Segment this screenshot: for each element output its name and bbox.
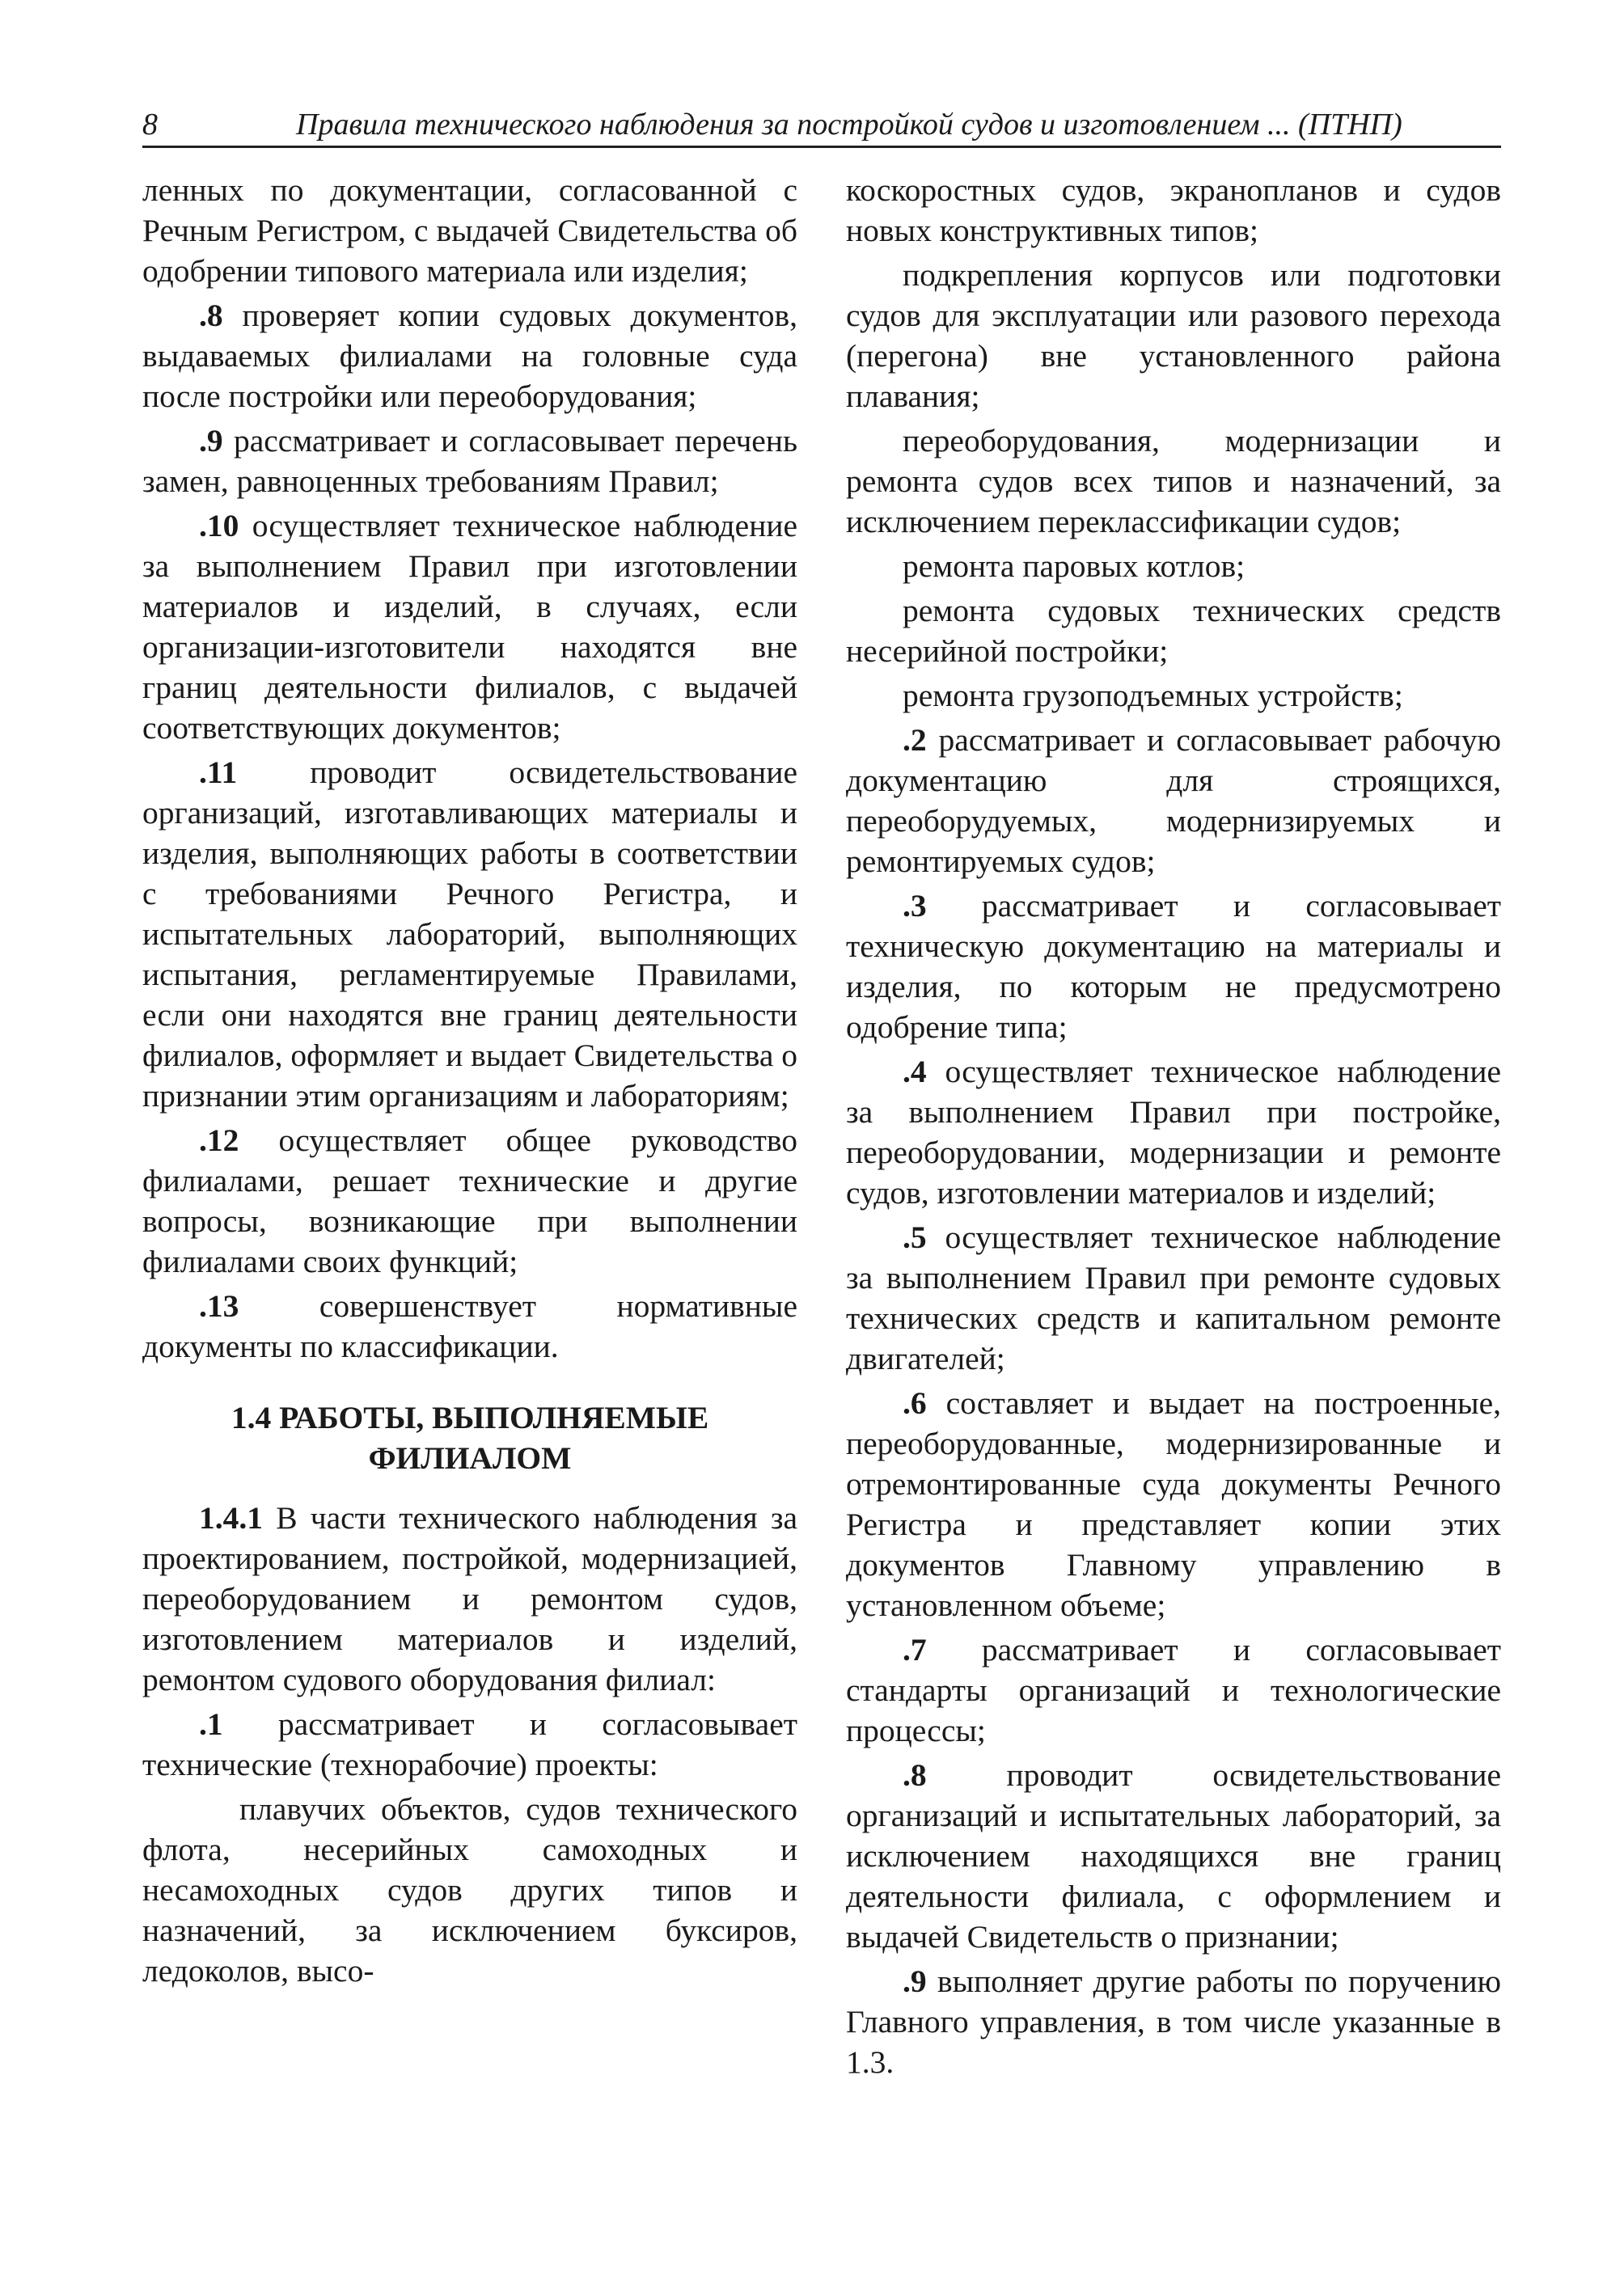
item-text: рассматривает и согласовывает перечень замен, равноценных требованиям Правил;: [142, 423, 797, 499]
list-item: [142, 752, 797, 1116]
item-number: .9: [199, 423, 223, 459]
item-text: рассматривает и согласовывает техническую документацию на материалы и изделия, по которым не предусмотрено одобрение типа;: [846, 888, 1501, 1045]
item-number: .12: [199, 1122, 239, 1158]
sub-item: ремонта паровых котлов;: [903, 548, 1245, 584]
list-item: [142, 1704, 797, 1785]
sub-item: плавучих объектов, судов технического флота, несерийных самоходных и несамоходных судов других типов и назначений, за исключением буксиров, ледоколов, высо-: [142, 1791, 797, 1989]
right-column: [846, 170, 1501, 2086]
item-text: выполняет другие работы по поручению Главного управления, в том числе указанные в 1.3.: [846, 1963, 1501, 2080]
list-item: [142, 1120, 797, 1282]
clause-paragraph: [142, 1498, 797, 1700]
page-number: 8: [142, 108, 158, 142]
item-number: .3: [903, 888, 927, 924]
clause-number: 1.4.1: [199, 1500, 263, 1536]
list-item: [846, 1629, 1501, 1751]
list-item: [846, 720, 1501, 881]
item-text: совершенствует нормативные документы по классификации.: [142, 1288, 797, 1364]
list-item: [142, 295, 797, 416]
item-text: рассматривает и согласовывает рабочую документацию для строящихся, переоборудуемых, модернизируемых и ремонтируемых судов;: [846, 722, 1501, 879]
item-text: проводит освидетельствование организаций и испытательных лабораторий, за исключением находящихся вне границ деятельности филиала, с оформлением и выдачей Свидетельств о признании;: [846, 1757, 1501, 1955]
item-number: .8: [199, 298, 223, 333]
item-number: .9: [903, 1963, 927, 1999]
running-header: [142, 104, 1501, 148]
item-number: .5: [903, 1219, 927, 1255]
item-text: проводит освидетельствование организаций, изготавливающих материалы и изделия, выполняющих работы в соответствии с требованиями Речного Регистра, и испытательных лабораторий, выполняющих испытания, регламентируемые Правилами, если они находятся вне границ деятельности филиалов, оформляет и выдает Свидетельства о признании этим организациям и лабораториям;: [142, 755, 797, 1114]
sub-item: переоборудования, модернизации и ремонта судов всех типов и назначений, за исключением переклассификации судов;: [846, 423, 1501, 539]
item-text: осуществляет общее руководство филиалами, решает технические и другие вопросы, возникающие при выполнении филиалами своих функций;: [142, 1122, 797, 1279]
list-item: [846, 1961, 1501, 2082]
paragraph-continued: коскоростных судов, экранопланов и судов новых конструктивных типов;: [846, 172, 1501, 248]
item-number: .7: [903, 1632, 927, 1668]
item-text: осуществляет техническое наблюдение за выполнением Правил при постройке, переоборудовании, модернизации и ремонте судов, изготовлении материалов и изделий;: [846, 1054, 1501, 1211]
section-heading: [142, 1397, 797, 1478]
sub-item: ремонта судовых технических средств несерийной постройки;: [846, 593, 1501, 669]
item-text: осуществляет техническое наблюдение за выполнением Правил при ремонте судовых технических средств и капитальном ремонте двигателей;: [846, 1219, 1501, 1376]
section-heading-line-2: ФИЛИАЛОМ: [368, 1440, 572, 1476]
left-column: [142, 170, 797, 1995]
sub-item: подкрепления корпусов или подготовки судов для эксплуатации или разового перехода (перегона) вне установленного района плавания;: [846, 257, 1501, 414]
list-item: [846, 1755, 1501, 1957]
item-text: осуществляет техническое наблюдение за выполнением Правил при изготовлении материалов и изделий, в случаях, если организации-изготовители находятся вне границ деятельности филиалов, с выдачей соответствующих документов;: [142, 508, 797, 746]
item-number: .8: [903, 1757, 927, 1793]
section-heading-line-1: 1.4 РАБОТЫ, ВЫПОЛНЯЕМЫЕ: [230, 1400, 709, 1435]
list-item: [142, 1286, 797, 1367]
item-number: .1: [199, 1706, 223, 1742]
item-text: составляет и выдает на построенные, переоборудованные, модернизированные и отремонтированные суда документы Речного Регистра и представляет копии этих документов Главному управлению в установленном объеме;: [846, 1385, 1501, 1623]
paragraph-continued: ленных по документации, согласованной с Речным Регистром, с выдачей Свидетельства об одобрении типового материала или изделия;: [142, 172, 797, 289]
item-number: .11: [199, 755, 238, 790]
item-text: проверяет копии судовых документов, выдаваемых филиалами на головные суда после постройки или переоборудования;: [142, 298, 797, 414]
item-number: .6: [903, 1385, 927, 1421]
running-header-title: Правила технического наблюдения за постройкой судов и изготовлением ... (ПТНП): [296, 108, 1402, 142]
item-number: .13: [199, 1288, 239, 1324]
list-item: [142, 421, 797, 501]
item-text: рассматривает и согласовывает стандарты организаций и технологические процессы;: [846, 1632, 1501, 1748]
item-number: .2: [903, 722, 927, 758]
list-item: [846, 1051, 1501, 1213]
clause-text: В части технического наблюдения за проектированием, постройкой, модернизацией, переоборудованием и ремонтом судов, изготовлением материалов и изделий, ремонтом судового оборудования филиал:: [142, 1500, 797, 1697]
list-item: [846, 886, 1501, 1047]
item-number: .10: [199, 508, 239, 543]
item-number: .4: [903, 1054, 927, 1089]
sub-item: ремонта грузоподъемных устройств;: [903, 678, 1403, 713]
item-text: рассматривает и согласовывает технические (технорабочие) проекты:: [142, 1706, 797, 1782]
list-item: [142, 505, 797, 748]
list-item: [846, 1383, 1501, 1625]
list-item: [846, 1217, 1501, 1379]
